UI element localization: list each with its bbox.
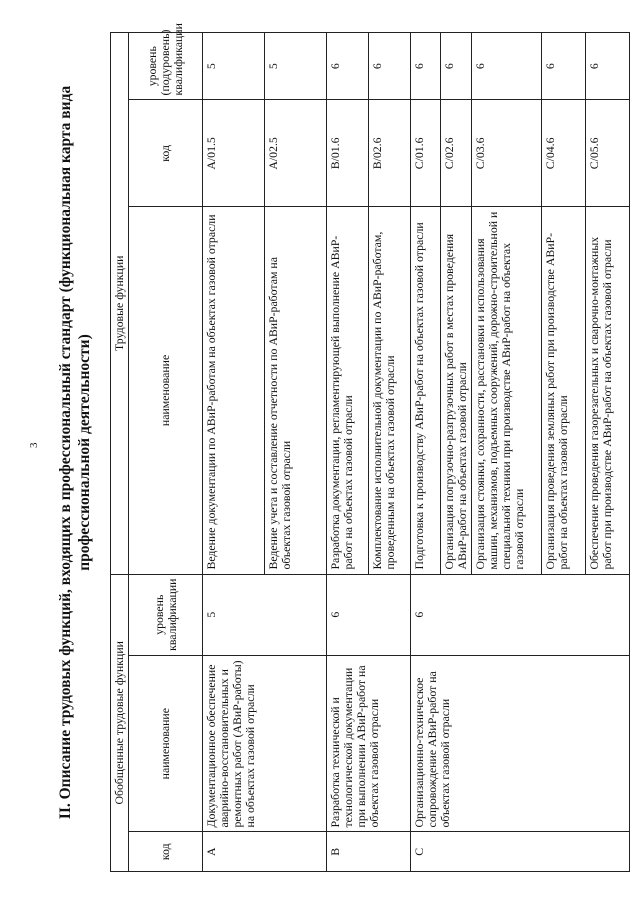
header-generalized: Обобщенные трудовые функции [111, 574, 129, 871]
function-level: 6 [411, 33, 441, 100]
header-g-level: уровень квалификации [129, 574, 203, 655]
header-row-groups [111, 33, 129, 872]
functional-map-table [110, 23, 630, 872]
header-g-name: наименование [129, 655, 203, 832]
function-name: Подготовка к производству АВиР-работ на объектах газовой отрасли [411, 207, 441, 574]
header-row-columns [129, 33, 203, 872]
function-code: C/03.6 [472, 100, 542, 207]
table-row [327, 33, 369, 872]
function-level: 5 [203, 33, 265, 100]
header-functions: Трудовые функции [111, 33, 129, 575]
function-code: C/05.6 [586, 100, 630, 207]
function-code: B/01.6 [327, 100, 369, 207]
function-code: C/02.6 [441, 100, 472, 207]
group-level: 6 [411, 574, 630, 655]
header-g-code: код [129, 832, 203, 872]
function-name: Организация погрузочно-разгрузочных работ в местах проведения АВиР-работ на объектах газовой отрасли [441, 207, 472, 574]
function-code: C/04.6 [542, 100, 586, 207]
group-name: Организационно-техническое сопровождение АВиР-работ на объектах газовой отрасли [411, 655, 630, 832]
function-level: 6 [542, 33, 586, 100]
function-code: A/01.5 [203, 100, 265, 207]
function-level: 6 [369, 33, 411, 100]
function-name: Разработка документации, регламентирующей выполнение АВиР-работ на объектах газовой отрасли [327, 207, 369, 574]
header-f-level: уровень (подуровень) квалификации [129, 33, 203, 100]
function-name: Обеспечение проведения газорезательных и сварочно-монтажных работ при производстве АВиР-работ на объектах газовой отрасли [586, 207, 630, 574]
group-level: 6 [327, 574, 411, 655]
group-code: B [327, 832, 411, 872]
page-number: 3 [28, 442, 40, 448]
header-f-code: код [129, 100, 203, 207]
function-level: 6 [472, 33, 542, 100]
function-level: 6 [586, 33, 630, 100]
function-code: A/02.5 [265, 100, 327, 207]
function-name: Ведение документации по АВиР-работам на объектах газовой отрасли [203, 207, 265, 574]
group-code: C [411, 832, 630, 872]
table-row [203, 33, 265, 872]
function-code: C/01.6 [411, 100, 441, 207]
group-code: A [203, 832, 327, 872]
group-level: 5 [203, 574, 327, 655]
group-name: Разработка технической и технологической документации при выполнении АВиР-работ на объектах газовой отрасли [327, 655, 411, 832]
function-name: Ведение учета и составление отчетности по АВиР-работам на объектах газовой отрасли [265, 207, 327, 574]
page-title: II. Описание трудовых функций, входящих в профессиональный стандарт (функциональная карта вида профессиональной деятельности) [57, 85, 93, 820]
function-level: 6 [327, 33, 369, 100]
group-name: Документационное обеспечение аварийно-восстановительных и ремонтных работ (АВиР-работы) на объектах газовой отрасли [203, 655, 327, 832]
function-code: B/02.6 [369, 100, 411, 207]
rotated-page [50, 25, 615, 880]
function-level: 5 [265, 33, 327, 100]
function-level: 6 [441, 33, 472, 100]
function-name: Организация проведения земляных работ при производстве АВиР-работ на объектах газовой отрасли [542, 207, 586, 574]
function-name: Организация стоянки, сохранности, расстановки и использования машин, механизмов, подъемных сооружений, дорожно-строительной и специальной техники при производстве АВиР-работ на объектах газовой отрасли [472, 207, 542, 574]
table-row [411, 33, 441, 872]
header-f-name: наименование [129, 207, 203, 574]
function-name: Комплектование исполнительной документации по АВиР-работам, проведенным на объектах газовой отрасли [369, 207, 411, 574]
